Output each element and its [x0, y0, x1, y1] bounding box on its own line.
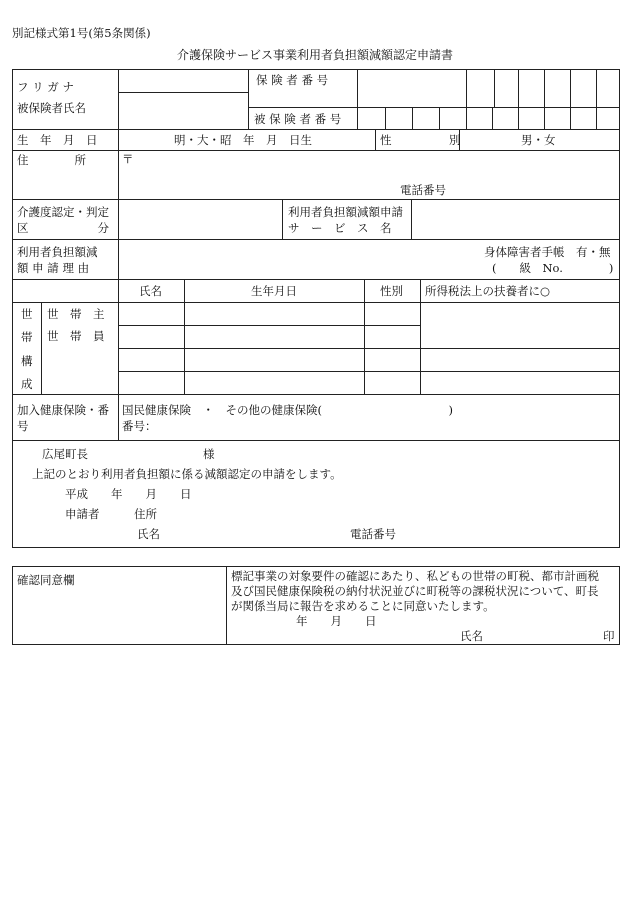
- applicant-address-label: 申請者 住所: [65, 507, 157, 521]
- disability-handbook[interactable]: 身体障害者手帳 有・無: [484, 245, 611, 259]
- household-side-3: 構: [21, 354, 33, 368]
- insured-name-field[interactable]: [120, 95, 246, 127]
- household-side-4: 成: [21, 377, 33, 391]
- seal-mark: 印: [603, 629, 615, 643]
- col-dependent: 所得税法上の扶養者に○: [425, 284, 551, 298]
- addressee: 広尾町長 様: [42, 447, 215, 461]
- care-cert-label: 介護度認定・判定: [17, 205, 109, 219]
- consent-text-line-1: 標記事業の対象要件の確認にあたり、私どもの世帯の町税、都市計画税: [231, 569, 599, 583]
- birth-date-label: 生 年 月 日: [17, 133, 98, 147]
- phone-label: 電話番号: [400, 183, 446, 197]
- form-number: 別記様式第1号(第5条関係): [12, 26, 151, 40]
- household-side-1: 世: [21, 307, 33, 321]
- sex-label: 性 別: [380, 133, 461, 147]
- applicant-phone-label: 電話番号: [350, 527, 396, 541]
- col-sex: 性別: [380, 284, 403, 298]
- consent-text-line-3: が関係当局に報告を求めることに同意いたします。: [231, 599, 495, 613]
- insurance-type-choice[interactable]: 国民健康保険 ・ その他の健康保険( ): [122, 403, 453, 417]
- postal-mark: 〒: [122, 152, 134, 166]
- reason-label-2: 額 申 請 理 由: [17, 261, 90, 275]
- service-label: 利用者負担額減額申請: [288, 205, 403, 219]
- birth-date-value[interactable]: 明・大・昭 年 月 日生: [174, 133, 312, 147]
- insured-number-label: 被 保 険 者 番 号: [254, 112, 342, 126]
- household-member-label: 世 帯 員: [47, 329, 105, 343]
- consent-date: 年 月 日: [296, 614, 377, 628]
- address-label: 住 所: [17, 153, 86, 167]
- insured-name-label: 被保険者氏名: [17, 101, 86, 115]
- household-head-label: 世 帯 主: [47, 307, 105, 321]
- consent-text-line-2: 及び国民健康保険税の納付状況並びに町税等の課税状況について、町長: [231, 584, 599, 598]
- insurance-label: 加入健康保険・番: [17, 403, 109, 417]
- application-date: 平成 年 月 日: [65, 487, 192, 501]
- household-side-2: 帯: [21, 330, 33, 344]
- sex-choice[interactable]: 男・女: [521, 133, 556, 147]
- furigana-field[interactable]: [120, 72, 246, 90]
- application-statement: 上記のとおり利用者負担額に係る減額認定の申請をします。: [32, 467, 342, 481]
- consent-name-label: 氏名: [460, 629, 483, 643]
- service-label-2: サ ー ビ ス 名: [288, 221, 392, 235]
- consent-label: 確認同意欄: [17, 573, 75, 587]
- reason-label: 利用者負担額減: [17, 245, 98, 259]
- disability-grade: ( 級 No. ): [492, 261, 614, 275]
- applicant-name-label: 氏名: [137, 527, 160, 541]
- insurer-number-label: 保 険 者 番 号: [256, 73, 329, 87]
- col-birth-date: 生年月日: [251, 284, 297, 298]
- care-cert-label-2: 区 分: [17, 221, 109, 235]
- insurance-label-2: 号: [17, 419, 29, 433]
- col-name: 氏名: [139, 284, 162, 298]
- form-title: 介護保険サービス事業利用者負担額減額認定申請書: [176, 48, 453, 62]
- furigana-label: フ リ ガ ナ: [17, 80, 74, 94]
- insurance-number-label: 番号：: [122, 419, 157, 433]
